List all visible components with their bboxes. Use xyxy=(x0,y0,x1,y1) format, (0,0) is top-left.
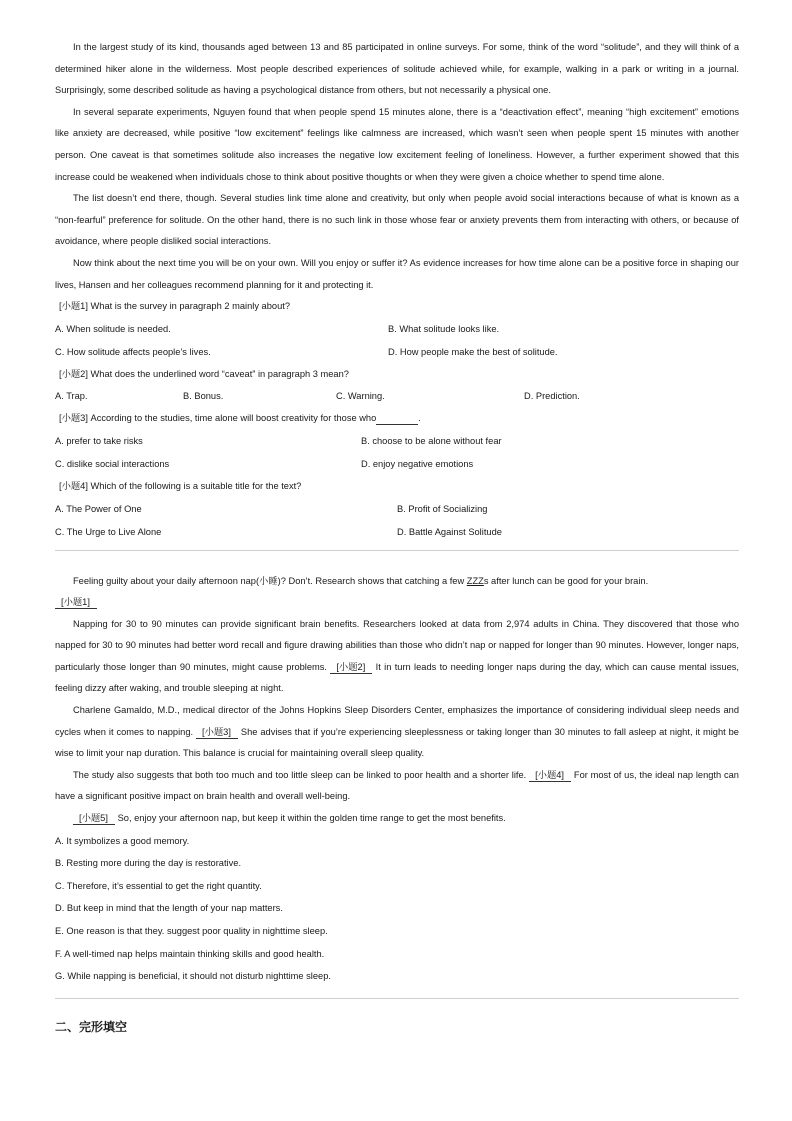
passage-2-blank-2[interactable]: [小题2] xyxy=(330,661,372,674)
question-3-option-b[interactable]: B. choose to be alone without fear xyxy=(361,435,502,446)
question-2-option-b[interactable]: B. Bonus. xyxy=(183,391,224,402)
question-2-options-row xyxy=(55,385,739,408)
passage-2-option-g[interactable]: G. While napping is beneficial, it should not disturb nighttime sleep. xyxy=(55,971,331,982)
passage-2-option-e[interactable]: E. One reason is that they. suggest poor quality in nighttime sleep. xyxy=(55,926,328,936)
passage-2-blank-1-line xyxy=(55,592,739,614)
question-3-options-row-2 xyxy=(55,453,739,476)
passage-2-paragraph-5 xyxy=(55,808,739,830)
passage-1-paragraph-4: Now think about the next time you will be on your own. Will you enjoy or suffer it? As evidence increases for how time alone can be a positive force in shaping our lives, Hansen and her colleagues recommend planning for it and protecting it. xyxy=(55,257,739,290)
question-2-option-c[interactable]: C. Warning. xyxy=(336,391,385,402)
passage-2-paragraph-1 xyxy=(55,571,739,593)
passage-2-option-b[interactable]: B. Resting more during the day is restorative. xyxy=(55,858,242,869)
question-1-options-row-1 xyxy=(55,318,739,341)
passage-2-paragraph-3 xyxy=(55,700,739,765)
passage-2-p1-post: s after lunch can be good for your brain. xyxy=(483,575,649,586)
section-divider-1 xyxy=(55,550,739,551)
passage-2-blank-5[interactable]: [小题5] xyxy=(73,812,115,825)
passage-1-paragraph-1: In the largest study of its kind, thousands aged between 13 and 85 participated in online surveys. For some, think of the word “solitude”, and they will think of a determined hiker alone in the wilderness. Most people described experiences of solitude achieved while, for example, walking in a park or writing in a journal. Surprisingly, some described solitude as having a psychological distance from others, but not necessarily a physical one. xyxy=(55,42,739,96)
passage-2-blank-3[interactable]: [小题3] xyxy=(196,726,238,739)
question-3-option-c[interactable]: C. dislike social interactions xyxy=(55,458,170,469)
question-3-blank[interactable] xyxy=(376,412,418,425)
passage-2-p3-pre: Charlene Gamaldo, M.D., medical director of the Johns Hopkins Sleep Disorders Center, emphasizes the importance of considering individual sleep needs and cycles when it comes to napping. xyxy=(55,705,739,737)
passage-2-option-d[interactable]: D. But keep in mind that the length of your nap matters. xyxy=(55,903,283,914)
question-3-option-d[interactable]: D. enjoy negative emotions xyxy=(361,458,474,469)
passage-2-paragraph-4 xyxy=(55,765,739,808)
question-2-stem xyxy=(55,364,739,386)
passage-2-blank-1[interactable]: [小题1] xyxy=(55,596,97,609)
question-1-option-d[interactable]: D. How people make the best of solitude. xyxy=(388,346,558,357)
passage-2-paragraph-2 xyxy=(55,614,739,700)
passage-2-p4-post: For most of us, the ideal nap length can have a significant positive impact on brain health and overall well-being. xyxy=(55,769,739,802)
passage-2-p1-pre: Feeling guilty about your daily afternoon nap(小睡)? Don’t. Research shows that catching a few xyxy=(73,575,467,586)
passage-2-option-f[interactable]: F. A well-timed nap helps maintain thinking skills and good health. xyxy=(55,948,325,959)
passage-2-blank-4[interactable]: [小题4] xyxy=(529,769,571,782)
question-2-option-d[interactable]: D. Prediction. xyxy=(524,391,580,402)
question-1-option-c[interactable]: C. How solitude affects people’s lives. xyxy=(55,346,211,357)
question-2-stem-post: ” in paragraph 3 mean? xyxy=(252,368,349,379)
question-2-underlined-word: caveat xyxy=(224,368,253,379)
document-page xyxy=(55,37,739,1037)
passage-2 xyxy=(55,571,739,988)
question-4-option-c[interactable]: C. The Urge to Live Alone xyxy=(55,526,162,537)
passage-2-p3-post: She advises that if you’re experiencing sleeplessness or taking longer than 30 minutes to fall asleep at night, it might be wise to limit your nap duration. This balance is crucial for maintaining overall sleep quality. xyxy=(55,726,739,759)
passage-2-p2-post: It in turn leads to needing longer naps during the day, which can cause mental issues, feeling dizzy after waking, and trouble sleeping at night. xyxy=(55,661,739,694)
question-4-stem: [小题4] Which of the following is a suitable title for the text? xyxy=(59,480,302,491)
question-3-stem xyxy=(55,408,739,430)
passage-1-paragraph-2: In several separate experiments, Nguyen found that when people spend 15 minutes alone, there is a “deactivation effect”, meaning “high excitement” emotions like anxiety are decreased, while positive “low excitement” feelings like calmness are increased, which wasn’t seen when people spent 15 minutes with another person. One caveat is that sometimes solitude also increases the negative low excitement feeling of loneliness. However, a further experiment showed that this increase could be weakened when individuals chose to think about positive thoughts or when they were given a choice whether to spend time alone. xyxy=(55,106,739,182)
passage-2-p4-pre: The study also suggests that both too much and too little sleep can be linked to poor health and a shorter life. xyxy=(73,769,527,780)
passage-2-zzz: ZZZ xyxy=(466,575,484,586)
section-divider-2 xyxy=(55,998,739,999)
question-4-option-b[interactable]: B. Profit of Socializing xyxy=(397,503,488,514)
question-3-options-row-1 xyxy=(55,430,739,453)
passage-2-p2-pre: Napping for 30 to 90 minutes can provide significant brain benefits. Researchers looked at data from 2,974 adults in China. They discovered that those who napped for 30 to 90 minutes had better word recall and figure drawing abilities than those who didn’t nap or napped for longer than 90 minutes. However, longer naps, particularly those longer than 90 minutes, might cause problems. xyxy=(55,618,739,672)
question-2-option-a[interactable]: A. Trap. xyxy=(55,391,88,402)
question-1-options-row-2 xyxy=(55,341,739,364)
question-3-option-a[interactable]: A. prefer to take risks xyxy=(55,435,143,446)
question-3-stem-text: [小题3] According to the studies, time alone will boost creativity for those who xyxy=(59,413,377,424)
passage-1-paragraph-3: The list doesn’t end there, though. Several studies link time alone and creativity, but only when people avoid social interactions because of what is known as a “non-fearful” preference for solitude. On the other hand, there is no such link in those whose fear or anxiety prevents them from interacting with others, or because of avoidance, where people disliked social interactions. xyxy=(55,193,739,247)
section-title: 二、完形填空 xyxy=(55,1019,128,1034)
question-4-option-a[interactable]: A. The Power of One xyxy=(55,503,142,514)
passage-2-option-a[interactable]: A. It symbolizes a good memory. xyxy=(55,835,190,846)
passage-2-p5-post: So, enjoy your afternoon nap, but keep it within the golden time range to get the most benefits. xyxy=(117,813,506,824)
passage-2-option-c[interactable]: C. Therefore, it’s essential to get the right quantity. xyxy=(55,880,262,891)
question-2-stem-pre: [小题2] What does the underlined word “ xyxy=(59,368,225,379)
question-1-option-b[interactable]: B. What solitude looks like. xyxy=(388,323,500,334)
question-4-options-row-2 xyxy=(55,521,739,544)
question-4-option-d[interactable]: D. Battle Against Solitude xyxy=(397,526,502,537)
question-3-stem-end: . xyxy=(418,413,421,424)
question-1-option-a[interactable]: A. When solitude is needed. xyxy=(55,323,171,334)
passage-1 xyxy=(55,37,739,544)
question-1-stem: [小题1] What is the survey in paragraph 2 mainly about? xyxy=(59,301,290,312)
question-4-options-row-1 xyxy=(55,498,739,521)
